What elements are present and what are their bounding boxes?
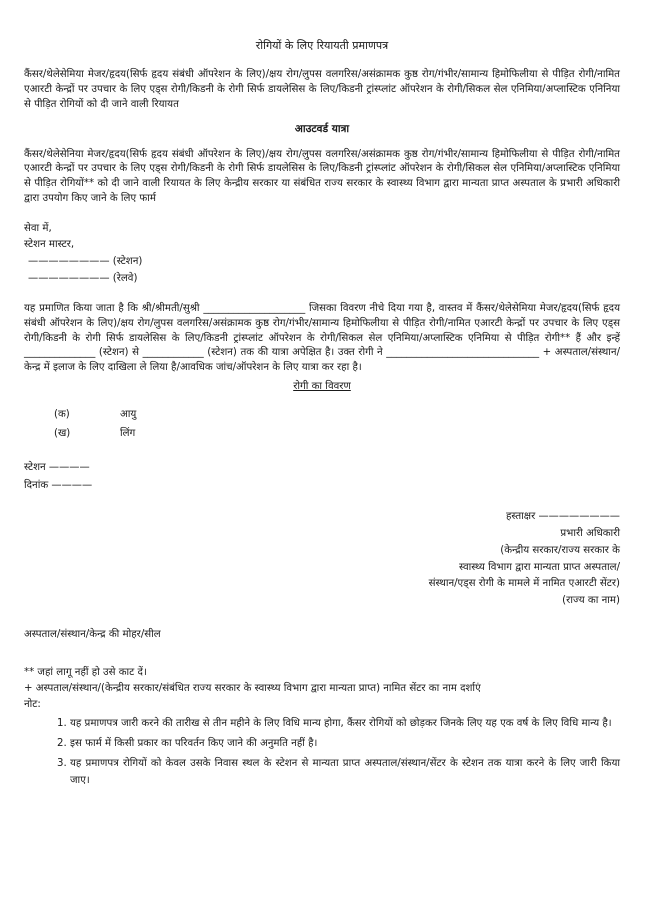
station-line: स्टेशन ————: [24, 462, 90, 474]
signature-block: [404, 509, 620, 610]
note-item: 1. यह प्रमाणपत्र जारी करने की तारीख से तीन महीने के लिए विधि मान्य होगा, कैंसर रोगियों को छोड़कर जिनके लिए यह एक वर्ष के लिए विधि मान्य है।: [70, 716, 620, 732]
outward-paragraph: कैंसर/थेलेसेनिया मेजर/हृदय(सिर्फ हृदय संबंधी ऑपरेशन के लिए)/क्षय रोग/लुपस वलगरिस/असंक्रामक कुष्ठ रोग/गंभीर/सामान्य हिमोफिलीया से पीड़ित रोगी/नामित एआरटी केन्द्रों पर उपचार के लिए एड्स रोगी/किडनी के रोगी सिर्फ डायलेसिस के लिए/किडनी ट्रांस्प्लांट ऑपरेशन के रोगी/सिकल सेल एनिमिया/अप्लास्टिक एनिमिया से पीड़ित रोगियों** को दी जाने वाली रियायत के लिए केन्द्रीय सरकार या संबंधित राज्य सरकार के स्वास्थ्य विभाग द्वारा मान्यता प्राप्त अस्पताल के प्रभारी अधिकारी द्वारा उपयोग किए जाने के लिए फार्म: [24, 148, 620, 204]
patient-details-heading: रोगी का विवरण: [293, 380, 351, 392]
address-line: स्टेशन मास्टर,: [24, 239, 75, 251]
detail-row-gender: [54, 424, 620, 443]
note-label: नोट:: [24, 699, 41, 711]
officer-detail: (केन्द्रीय सरकार/राज्य सरकार के: [500, 544, 620, 556]
detail-row-age: [54, 405, 620, 424]
outward-journey-heading: आउटवर्ड यात्रा: [294, 123, 350, 136]
detail-key: (ख): [54, 428, 71, 439]
detail-label: लिंग: [120, 428, 136, 439]
station-date-block: [24, 459, 620, 495]
seal-line: अस्पताल/संस्थान/केन्द्र की मोहर/सील: [24, 629, 161, 641]
note-item: 3. यह प्रमाणपत्र रोगियों को केवल उसके निवास स्थल के स्टेशन से मान्यता प्राप्त अस्पताल/संस्थान/सेंटर के स्टेशन तक यात्रा करने के लिए जारी किया जाए।: [70, 756, 620, 789]
state-name: (राज्य का नाम): [562, 595, 620, 607]
footnote: ** जहां लागू नहीं हो उसे काट दें।: [24, 666, 147, 678]
signature-line: हस्ताक्षर ————————: [505, 511, 620, 523]
detail-label: आयु: [120, 408, 137, 420]
officer-title: प्रभारी अधिकारी: [560, 527, 620, 539]
footnotes: [24, 665, 620, 789]
railway-blank: ———————— (रेलवे): [28, 273, 138, 285]
certification-paragraph: यह प्रमाणित किया जाता है कि श्री/श्रीमती/सुश्री ____________________ जिसका विवरण नीचे दिया गया है, वास्तव में कैंसर/थेलेसेमिया मेजर/हृदय(सिर्फ हृदय संबंधी ऑपरेशन के लिए)/क्षय रोग/लुपस वलगरिस/असंक्रामक कुष्ठ रोग/गंभीर/सामान्य हिमोफिलीया से पीड़ित रोगी/नामित एआरटी केन्द्रों पर उपचार के लिए एड्स रोगी/किडनी के रोगी सिर्फ डायलेसिस के लिए/किडनी ट्रांस्प्लांट ऑपरेशन के रोगी/सिकल सेल एनिमिया/अप्लास्टिक एनिमिया से पीड़ित रोगी** हैं और इन्हें ______________ (स्टेशन) से ____________ (स्टेशन) तक की यात्रा अपेक्षित है। उक्त रोगी ने ______________________________ + अस्पताल/संस्थान/केन्द्र में इलाज के लिए दाखिला ले लिया है/आवधिक जांच/ऑपरेशन के लिए यात्रा कर रहा है।: [24, 302, 620, 374]
footnote: + अस्पताल/संस्थान/(केन्द्रीय सरकार/संबंधित राज्य सरकार के स्वास्थ्य विभाग द्वारा मान्यता प्राप्त) नामित सेंटर का नाम दर्शाएं: [24, 683, 481, 695]
detail-key: (क): [54, 408, 70, 420]
officer-detail: संस्थान/एड्स रोगी के मामले में नामित एआरटी सेंटर): [428, 578, 620, 590]
document-title: रोगियों के लिए रियायती प्रमाणपत्र: [255, 39, 389, 52]
note-item: 2. इस फार्म में किसी प्रकार का परिवर्तन किए जाने की अनुमति नहीं है।: [70, 736, 620, 752]
officer-detail: स्वास्थ्य विभाग द्वारा मान्यता प्राप्त अस्पताल/: [459, 561, 620, 573]
date-line: दिनांक ————: [24, 480, 93, 492]
patient-details-list: [54, 405, 620, 444]
address-line: सेवा में,: [24, 222, 52, 234]
station-blank: ———————— (स्टेशन): [28, 256, 143, 268]
intro-paragraph: कैंसर/थेलेसेमिया मेजर/हृदय(सिर्फ हृदय संबंधी ऑपरेशन के लिए)/क्षय रोग/लुपस वलगरिस/असंक्रामक कुष्ठ रोग/गंभीर/सामान्य हिमोफिलीया से पीड़ित रोगी/नामित एआरटी केन्द्रों पर उपचार के लिए एड्स रोगी/किडनी के रोगी सिर्फ डायलेसिस के लिए/किडनी ट्रांस्प्लांट ऑपरेशन के रोगी/सिकल सेल एनिमिया/अप्लास्टिक एनिनिया से पीड़ित रोगियों को दी जाने वाली रियायत: [24, 68, 620, 110]
notes-list: [24, 716, 620, 789]
address-block: [24, 221, 620, 288]
